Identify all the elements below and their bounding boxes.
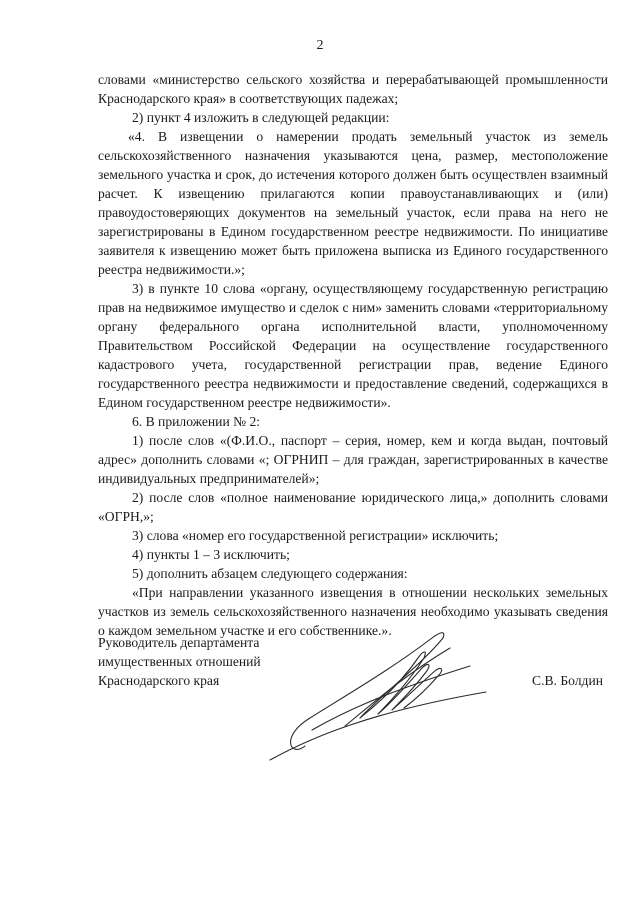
signatory-position [98,633,261,690]
position-line: Руководитель департамента [98,635,260,650]
page-number: 2 [316,38,324,53]
signatory-name: С.В. Болдин [532,673,604,688]
position-line: имущественных отношений [98,654,261,669]
handwritten-signature [250,618,490,763]
document-body [98,70,608,640]
position-line: Краснодарского края [98,673,220,688]
paragraph: 1) после слов «(Ф.И.О., паспорт – серия, номер, кем и когда выдан, почтовый адрес» дополнить словами «; ОГРНИП – для граждан, зарегистрированных в качестве индивидуальных предпринимателей»; [98,433,608,486]
paragraph: словами «министерство сельского хозяйства и перерабатывающей промышленности Краснодарского края» в соответствующих падежах; [98,72,608,106]
paragraph: 2) пункт 4 изложить в следующей редакции: [132,110,390,125]
paragraph: «При направлении указанного извещения в отношении нескольких земельных участков из земель сельскохозяйственного назначения необходимо указывать сведения о каждом земельном участке и его собственнике.». [98,585,608,638]
paragraph: 3) слова «номер его государственной регистрации» исключить; [132,528,499,543]
paragraph: 3) в пункте 10 слова «органу, осуществляющему государственную регистрацию прав на недвижимое имущество и сделок с ним» заменить словами «территориальному органу федерального органа исполнительной власти, уполномоченному Правительством Российской Федерации на осуществление государственного кадастрового учета, государственной регистрации прав, ведение Единого государственного реестра недвижимости и предоставление сведений, содержащихся в Едином государственном реестре недвижимости». [98,281,608,410]
paragraph: 5) дополнить абзацем следующего содержания: [132,566,408,581]
paragraph: 4) пункты 1 – 3 исключить; [132,547,290,562]
paragraph: 6. В приложении № 2: [132,414,261,429]
paragraph: 2) после слов «полное наименование юридического лица,» дополнить словами «ОГРН,»; [98,490,608,524]
paragraph: «4. В извещении о намерении продать земельный участок из земель сельскохозяйственного назначения указываются цена, размер, местоположение земельного участка и срок, до истечения которого должен быть осуществлен взаимный расчет. К извещению прилагаются копии правоустанавливающих и (или) правоудостоверяющих документов на земельный участок, если права на него не зарегистрированы в Едином государственном реестре недвижимости. По инициативе заявителя к извещению может быть приложена выписка из Единого государственного реестра недвижимости.»; [98,129,608,277]
